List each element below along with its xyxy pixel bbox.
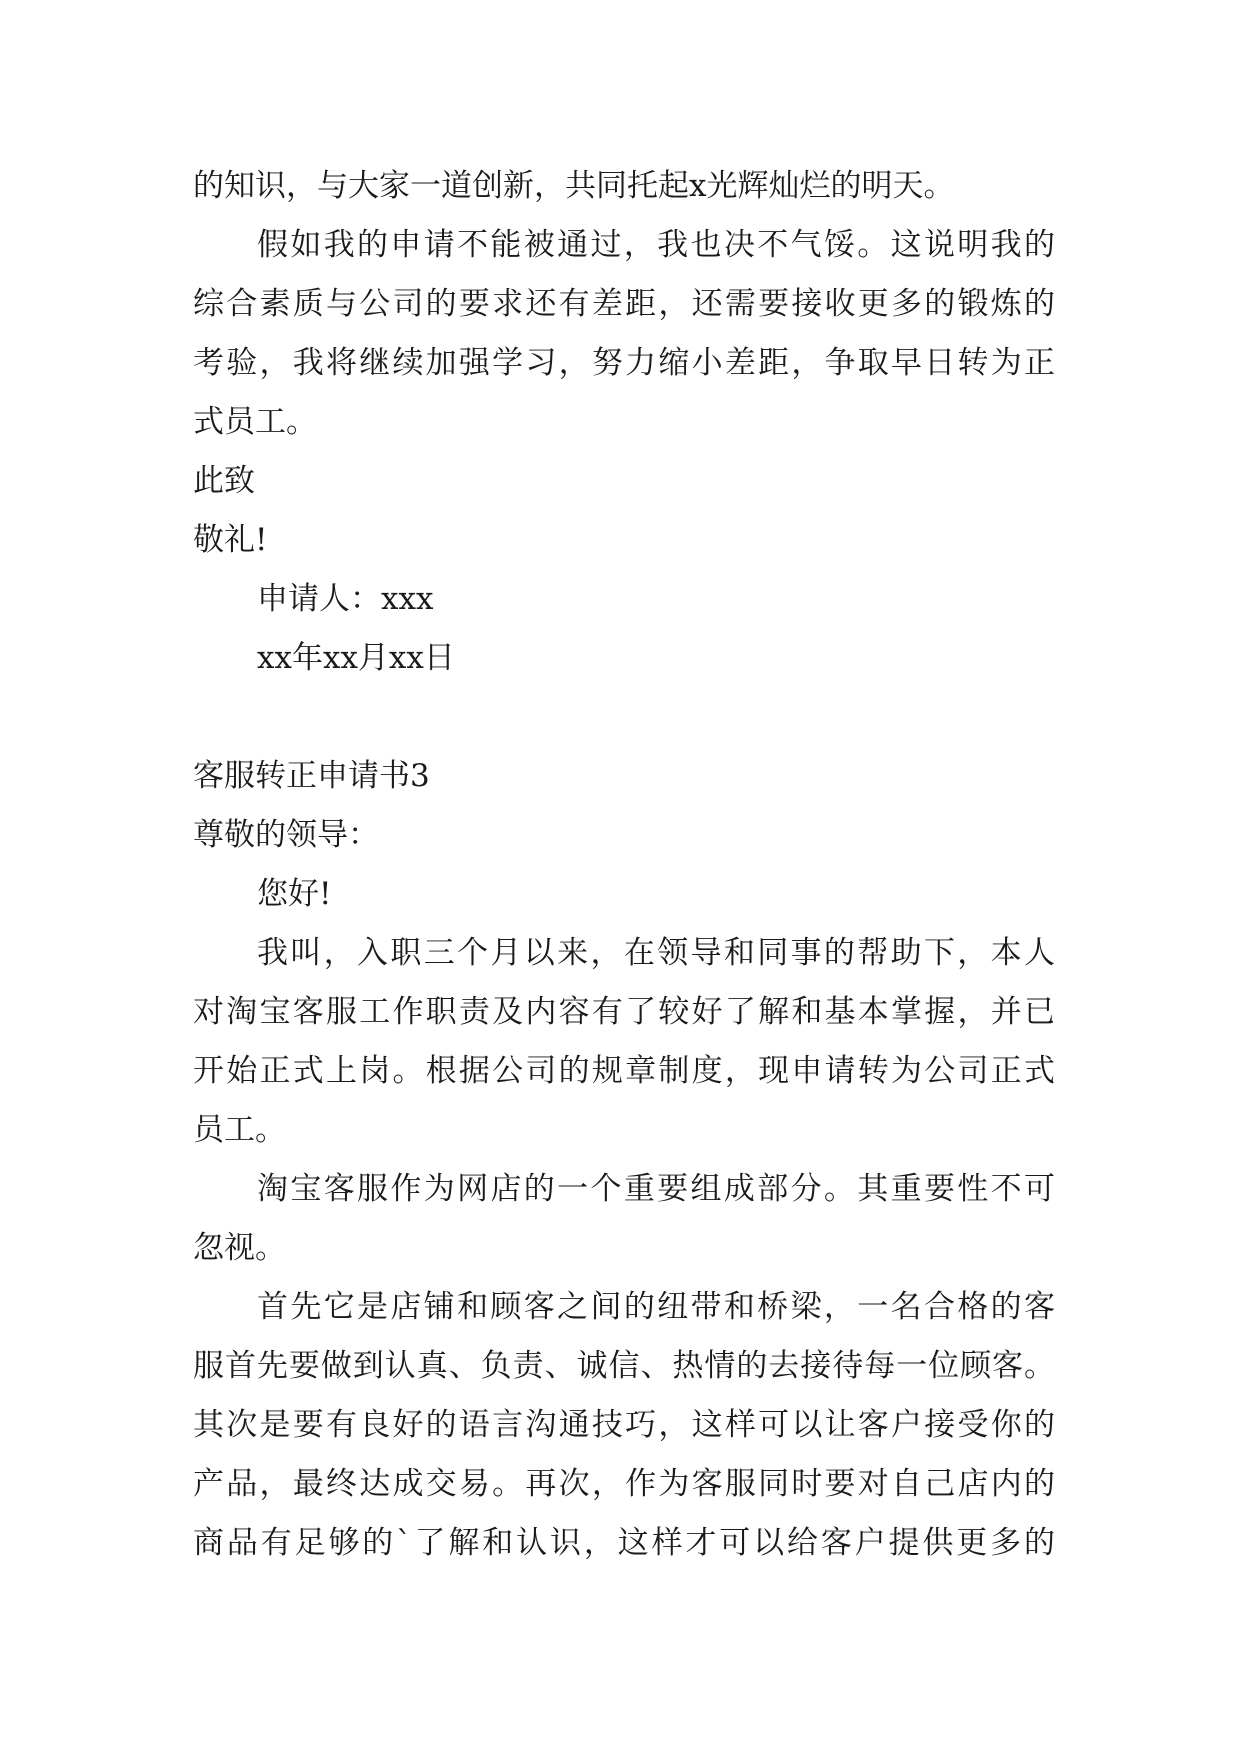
- text-line: 假如我的申请不能被通过，我也决不气馁。这说明我的: [257, 227, 1055, 263]
- text-line: 忽视。: [193, 1230, 286, 1266]
- text-line: 考验，我将继续加强学习，努力缩小差距，争取早日转为正: [193, 345, 1055, 381]
- salutation: 尊敬的领导：: [193, 817, 379, 853]
- text-line: 商品有足够的`了解和认识，这样才可以给客户提供更多的: [193, 1525, 1055, 1561]
- signature-date: xx年xx月xx日: [257, 640, 455, 676]
- text-line: 综合素质与公司的要求还有差距，还需要接收更多的锻炼的: [193, 286, 1055, 322]
- text-line: 式员工。: [193, 404, 317, 440]
- applicant-signature: 申请人：xxx: [257, 581, 434, 617]
- text-line: 其次是要有良好的语言沟通技巧，这样可以让客户接受你的: [193, 1407, 1055, 1443]
- greeting: 您好!: [257, 876, 332, 912]
- closing-line: 此致: [193, 463, 255, 499]
- text-line: 淘宝客服作为网店的一个重要组成部分。其重要性不可: [257, 1171, 1055, 1207]
- text-line: 服首先要做到认真、负责、诚信、热情的去接待每一位顾客。: [193, 1348, 1055, 1384]
- text-line: 首先它是店铺和顾客之间的纽带和桥梁，一名合格的客: [257, 1289, 1055, 1325]
- text-line: 开始正式上岗。根据公司的规章制度，现申请转为公司正式: [193, 1053, 1055, 1089]
- text-line: 的知识，与大家一道创新，共同托起x光辉灿烂的明天。: [193, 168, 955, 204]
- closing-line: 敬礼!: [193, 522, 268, 558]
- text-line: 对淘宝客服工作职责及内容有了较好了解和基本掌握，并已: [193, 994, 1055, 1030]
- section-title: 客服转正申请书3: [193, 758, 430, 794]
- text-line: 员工。: [193, 1112, 286, 1148]
- text-line: 产品，最终达成交易。再次，作为客服同时要对自己店内的: [193, 1466, 1055, 1502]
- text-line: 我叫，入职三个月以来，在领导和同事的帮助下，本人: [257, 935, 1055, 971]
